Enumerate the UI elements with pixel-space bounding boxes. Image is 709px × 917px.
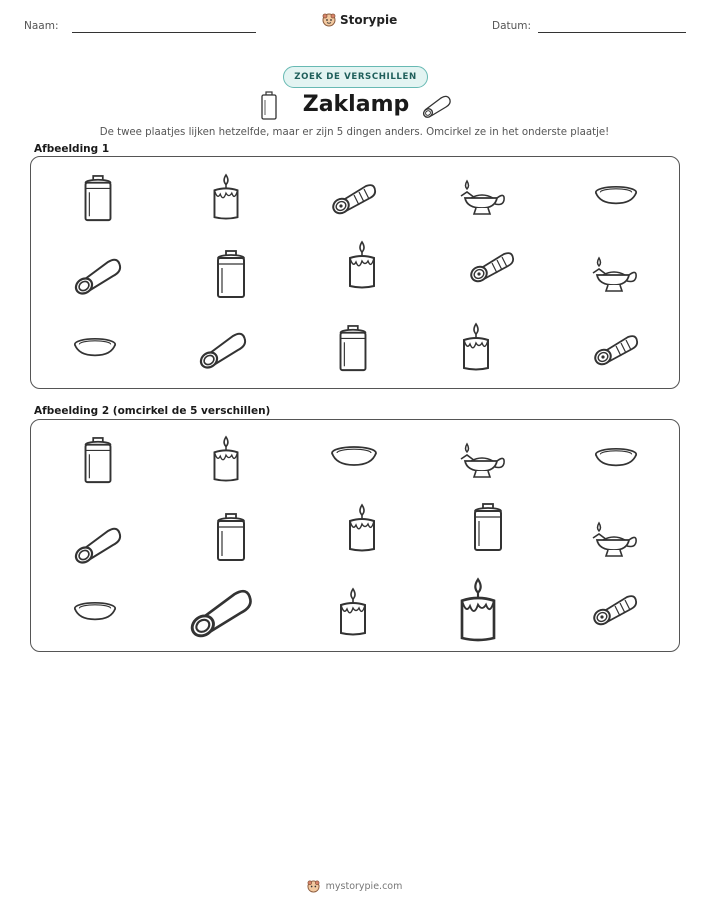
candle-icon	[347, 240, 377, 290]
flashlight-icon	[466, 248, 516, 282]
battery-icon	[338, 325, 368, 373]
flashlight-icon	[590, 331, 640, 365]
battery-icon[interactable]	[216, 513, 246, 563]
battery-icon	[216, 250, 246, 300]
flashlight-icon[interactable]	[589, 591, 639, 625]
footer-url: mystorypie.com	[325, 881, 403, 892]
oil-lamp-icon	[457, 178, 507, 218]
candle-icon[interactable]	[458, 575, 498, 645]
tube-icon[interactable]	[72, 523, 122, 563]
battery-icon[interactable]	[83, 437, 113, 485]
storypie-mascot-icon	[322, 13, 336, 27]
storypie-mascot-icon	[307, 880, 320, 893]
activity-badge: ZOEK DE VERSCHILLEN	[283, 66, 428, 88]
name-label: Naam:	[24, 20, 59, 32]
candle-icon[interactable]	[210, 435, 242, 483]
tube-icon	[420, 94, 452, 118]
instructions: De twee plaatjes lijken hetzelfde, maar er zijn 5 dingen anders. Omcirkel ze in het onderste plaatje!	[99, 127, 610, 138]
flashlight-icon	[328, 180, 378, 214]
candle-icon[interactable]	[338, 586, 368, 638]
tube-icon[interactable]	[187, 582, 253, 638]
oil-lamp-icon[interactable]	[589, 520, 639, 560]
battery-icon[interactable]	[473, 503, 503, 553]
picture-1-label: Afbeelding 1	[34, 143, 110, 155]
oil-lamp-icon	[589, 255, 639, 295]
dish-icon	[72, 336, 118, 360]
brand-name: Storypie	[340, 13, 398, 27]
dish-icon[interactable]	[593, 446, 639, 470]
oil-lamp-icon[interactable]	[457, 441, 507, 481]
storypie-logo	[322, 13, 397, 27]
tube-icon	[72, 254, 122, 294]
footer	[0, 880, 709, 893]
tube-icon	[196, 328, 248, 368]
date-line[interactable]	[538, 32, 686, 33]
name-line[interactable]	[72, 32, 256, 33]
picture-2-label: Afbeelding 2 (omcirkel de 5 verschillen)	[34, 405, 271, 417]
candle-icon	[210, 173, 242, 221]
dish-icon[interactable]	[329, 444, 379, 470]
battery-icon	[83, 175, 113, 223]
candle-icon[interactable]	[347, 503, 377, 553]
dish-icon	[593, 184, 639, 208]
page-title: Zaklamp	[302, 92, 410, 117]
battery-icon	[260, 91, 278, 121]
date-label: Datum:	[492, 20, 532, 32]
dish-icon[interactable]	[72, 600, 118, 624]
candle-icon	[461, 322, 491, 372]
